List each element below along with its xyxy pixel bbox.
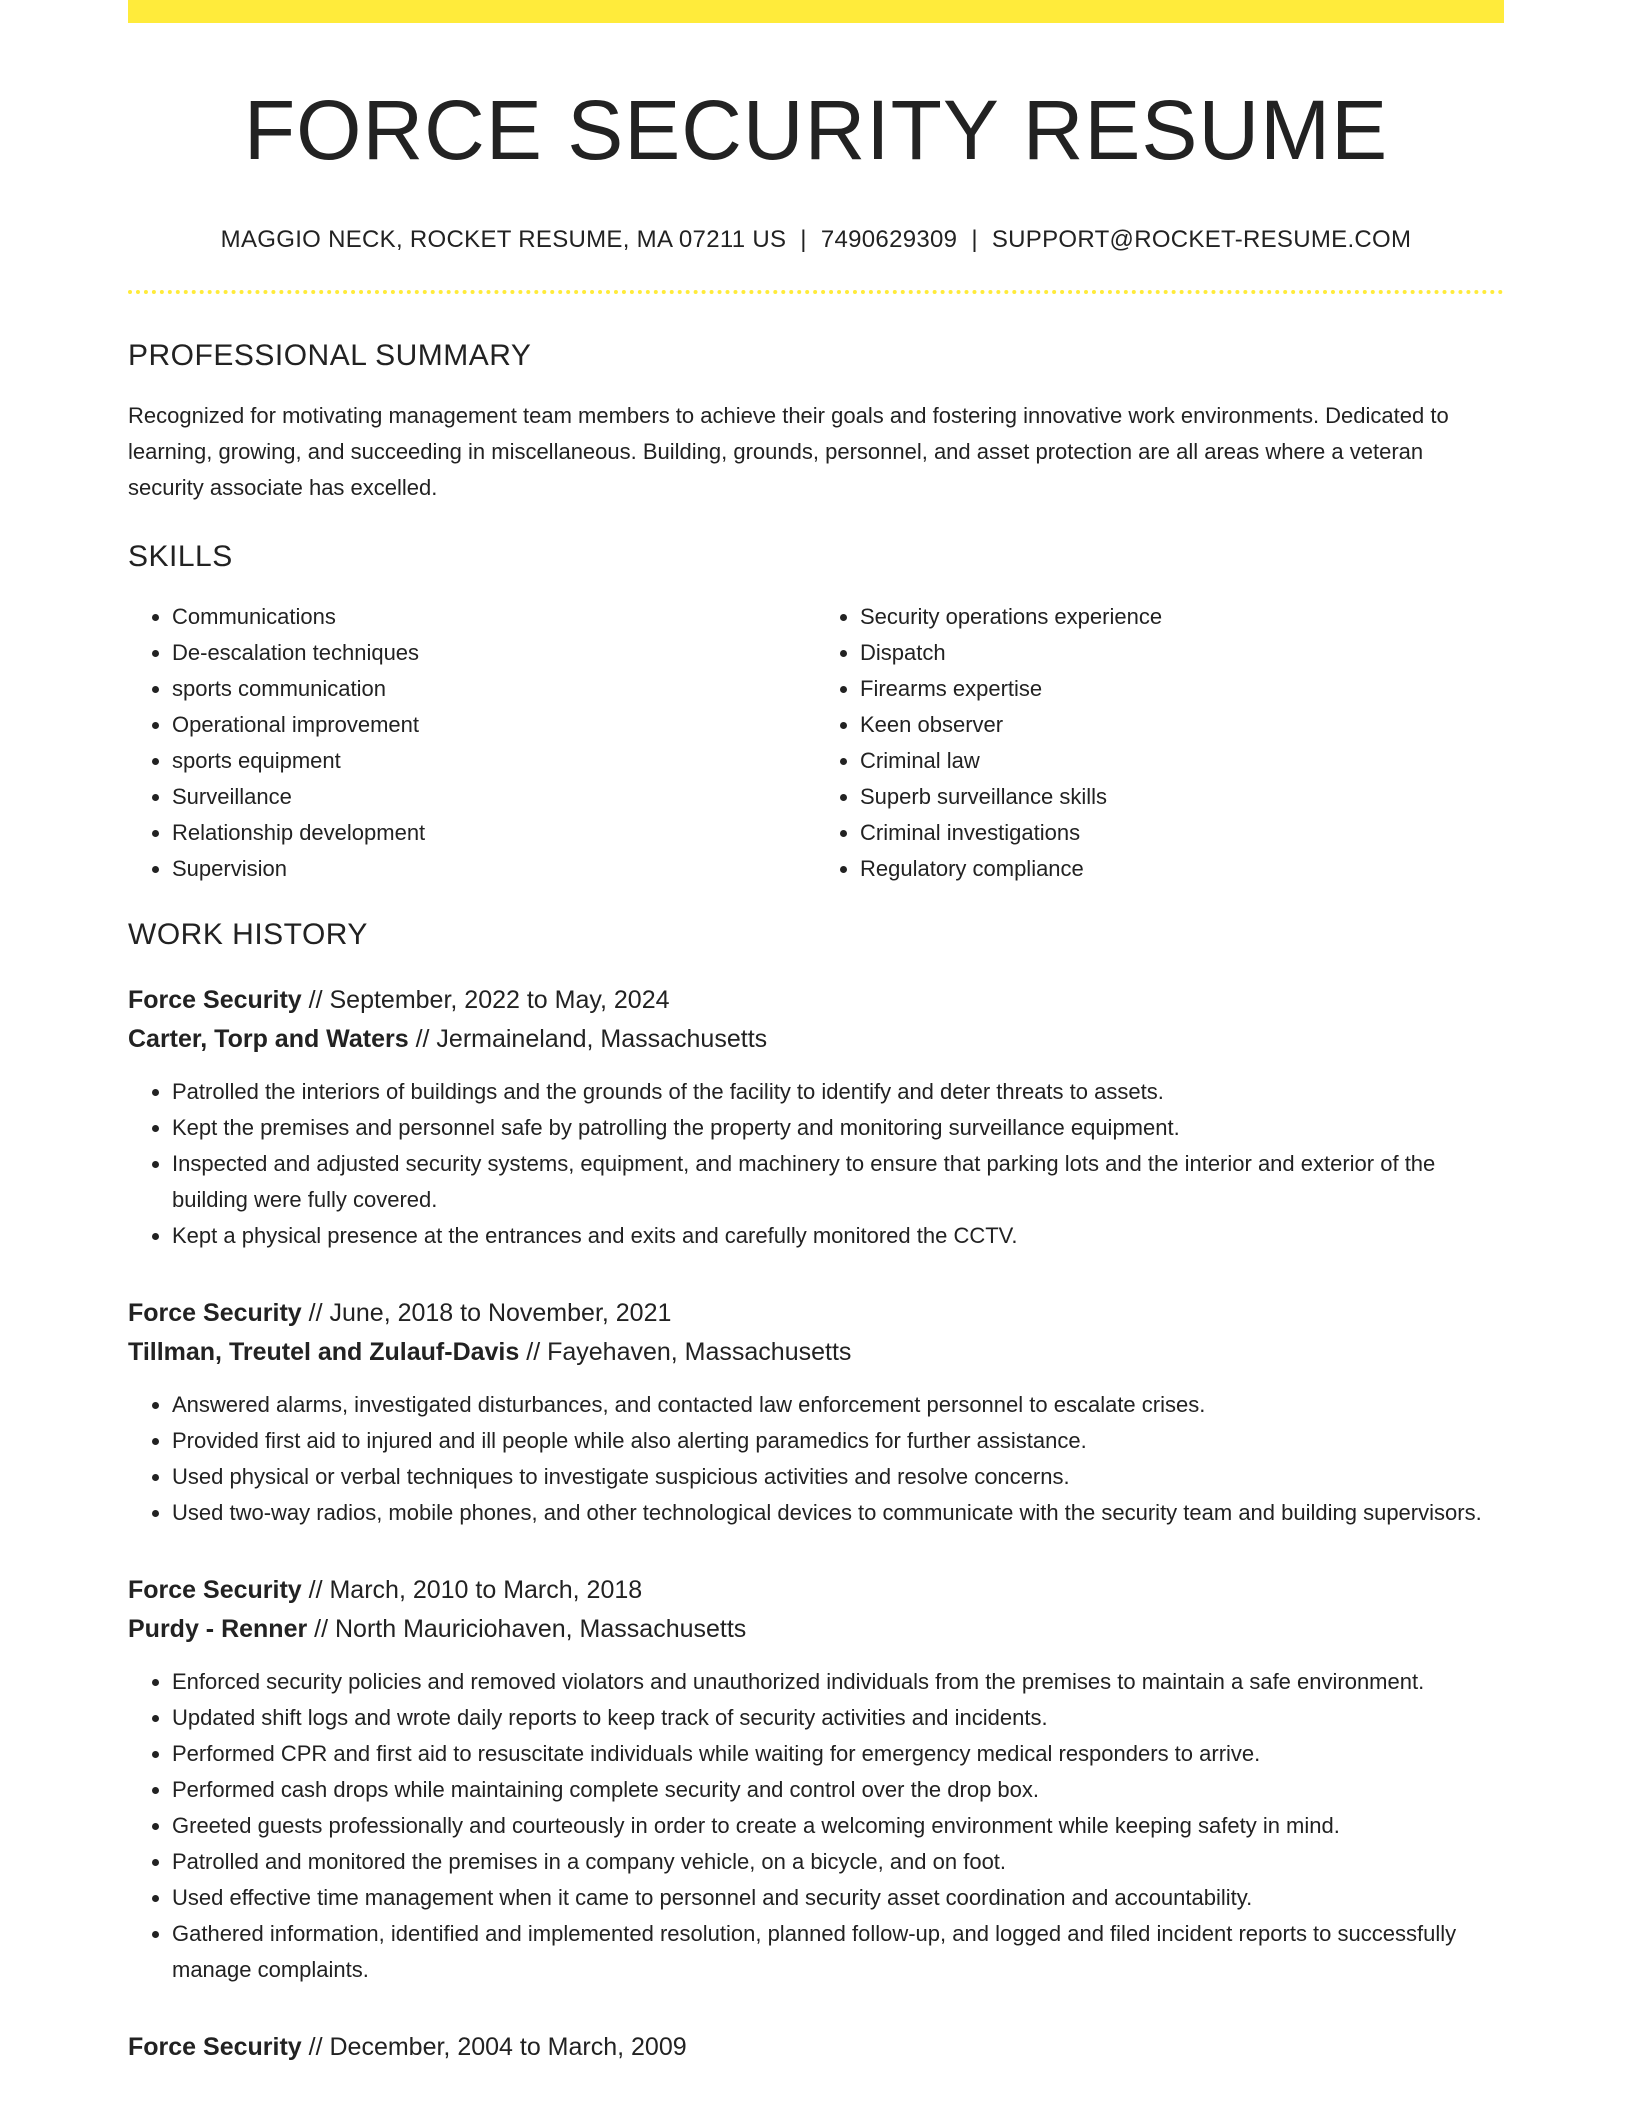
contact-address: MAGGIO NECK, ROCKET RESUME, MA 07211 US (220, 226, 787, 254)
skills-column-right (816, 599, 1504, 887)
job-duty-item: • Updated shift logs and wrote daily reports to keep track of security activities and incidents. (172, 1700, 1504, 1736)
skill-item: • Regulatory compliance (860, 851, 1504, 887)
contact-separator: | (971, 226, 978, 254)
job-duty-item: • Provided first aid to injured and ill people while also alerting paramedics for further assistance. (172, 1423, 1504, 1459)
resume-title: FORCE SECURITY RESUME (243, 83, 1389, 177)
job-entry (128, 1294, 1504, 1531)
job-dates: September, 2022 to May, 2024 (329, 986, 670, 1015)
job-dates: December, 2004 to March, 2009 (329, 2033, 687, 2062)
job-company: Tillman, Treutel and Zulauf-Davis (128, 1338, 520, 1367)
work-history-heading: WORK HISTORY (128, 918, 368, 952)
job-duty-item: • Patrolled and monitored the premises in a company vehicle, on a bicycle, and on foot. (172, 1844, 1504, 1880)
skill-item: • De-escalation techniques (172, 635, 816, 671)
job-separator: // (301, 2033, 330, 2062)
job-duty-item: • Inspected and adjusted security systems, equipment, and machinery to ensure that parking lots and the interior and exterior of the building were fully covered. (172, 1146, 1504, 1218)
resume-page (128, 0, 1504, 2112)
job-duty-item: • Enforced security policies and removed violators and unauthorized individuals from the premises to maintain a safe environment. (172, 1664, 1504, 1700)
job-duty-item: • Gathered information, identified and implemented resolution, planned follow-up, and logged and filed incident reports to successfully manage complaints. (172, 1916, 1504, 1988)
summary-heading: PROFESSIONAL SUMMARY (128, 339, 532, 373)
skill-item: • Operational improvement (172, 707, 816, 743)
job-company: Carter, Torp and Waters (128, 1025, 409, 1054)
skill-item: • Criminal investigations (860, 815, 1504, 851)
job-separator: // (519, 1338, 548, 1367)
job-company-line (128, 1610, 1504, 1649)
job-duty-item: • Kept the premises and personnel safe by patrolling the property and monitoring surveillance equipment. (172, 1110, 1504, 1146)
job-title-line (128, 2028, 1504, 2067)
job-separator: // (301, 1576, 330, 1605)
job-company: Purdy - Renner (128, 1615, 308, 1644)
job-location: North Mauriciohaven, Massachusetts (335, 1615, 747, 1644)
summary-text: Recognized for motivating management team members to achieve their goals and fostering innovative work environments. Dedicated to learning, growing, and succeeding in miscellaneous. Building, grounds, personnel, and asset protection are all areas where a veteran security associate has excelled. (128, 403, 1449, 501)
job-separator: // (301, 1299, 330, 1328)
job-company-line (128, 1020, 1504, 1059)
job-duty-item: • Answered alarms, investigated disturbances, and contacted law enforcement personnel to escalate crises. (172, 1387, 1504, 1423)
job-separator: // (301, 986, 330, 1015)
job-dates: June, 2018 to November, 2021 (329, 1299, 672, 1328)
job-entry (128, 1571, 1504, 1988)
job-title-line (128, 1571, 1504, 1610)
skills-column-left (128, 599, 816, 887)
job-duty-item: • Used effective time management when it came to personnel and security asset coordination and accountability. (172, 1880, 1504, 1916)
skill-item: • Security operations experience (860, 599, 1504, 635)
job-separator: // (307, 1615, 335, 1644)
skills-heading: SKILLS (128, 540, 233, 574)
job-location: Jermaineland, Massachusetts (436, 1025, 768, 1054)
contact-separator: | (800, 226, 807, 254)
job-duties-list (128, 1074, 1504, 1254)
skill-item: • Keen observer (860, 707, 1504, 743)
contact-line (128, 226, 1504, 255)
skill-item: • Firearms expertise (860, 671, 1504, 707)
skill-item: • Superb surveillance skills (860, 779, 1504, 815)
job-entry (128, 2028, 1504, 2067)
job-duties-list (128, 1664, 1504, 1988)
job-duty-item: • Kept a physical presence at the entrances and exits and carefully monitored the CCTV. (172, 1218, 1504, 1254)
job-duty-item: • Used physical or verbal techniques to investigate suspicious activities and resolve concerns. (172, 1459, 1504, 1495)
skill-item: • Communications (172, 599, 816, 635)
job-title: Force Security (128, 986, 302, 1015)
skill-item: • Surveillance (172, 779, 816, 815)
job-duty-item: • Performed CPR and first aid to resuscitate individuals while waiting for emergency medical responders to arrive. (172, 1736, 1504, 1772)
job-duty-item: • Used two-way radios, mobile phones, and other technological devices to communicate with the security team and building supervisors. (172, 1495, 1504, 1531)
skill-item: • Supervision (172, 851, 816, 887)
job-duty-item: • Performed cash drops while maintaining complete security and control over the drop box. (172, 1772, 1504, 1808)
job-dates: March, 2010 to March, 2018 (329, 1576, 643, 1605)
job-separator: // (408, 1025, 437, 1054)
contact-email[interactable]: SUPPORT@ROCKET-RESUME.COM (991, 226, 1412, 254)
skill-item: • Relationship development (172, 815, 816, 851)
skill-item: • sports communication (172, 671, 816, 707)
dotted-divider (128, 290, 1504, 294)
skill-item: • Criminal law (860, 743, 1504, 779)
job-duty-item: • Greeted guests professionally and courteously in order to create a welcoming environment while keeping safety in mind. (172, 1808, 1504, 1844)
job-duties-list (128, 1387, 1504, 1531)
work-history-list (128, 981, 1504, 2067)
job-title: Force Security (128, 1576, 302, 1605)
job-company-line (128, 1333, 1504, 1372)
contact-phone[interactable]: 7490629309 (820, 226, 958, 254)
accent-top-bar (128, 0, 1504, 23)
job-entry (128, 981, 1504, 1254)
job-title-line (128, 1294, 1504, 1333)
skills-list (128, 599, 1504, 887)
skill-item: • Dispatch (860, 635, 1504, 671)
job-title: Force Security (128, 2033, 302, 2062)
job-location: Fayehaven, Massachusetts (547, 1338, 852, 1367)
job-duty-item: • Patrolled the interiors of buildings and the grounds of the facility to identify and deter threats to assets. (172, 1074, 1504, 1110)
job-title-line (128, 981, 1504, 1020)
job-title: Force Security (128, 1299, 302, 1328)
skill-item: • sports equipment (172, 743, 816, 779)
